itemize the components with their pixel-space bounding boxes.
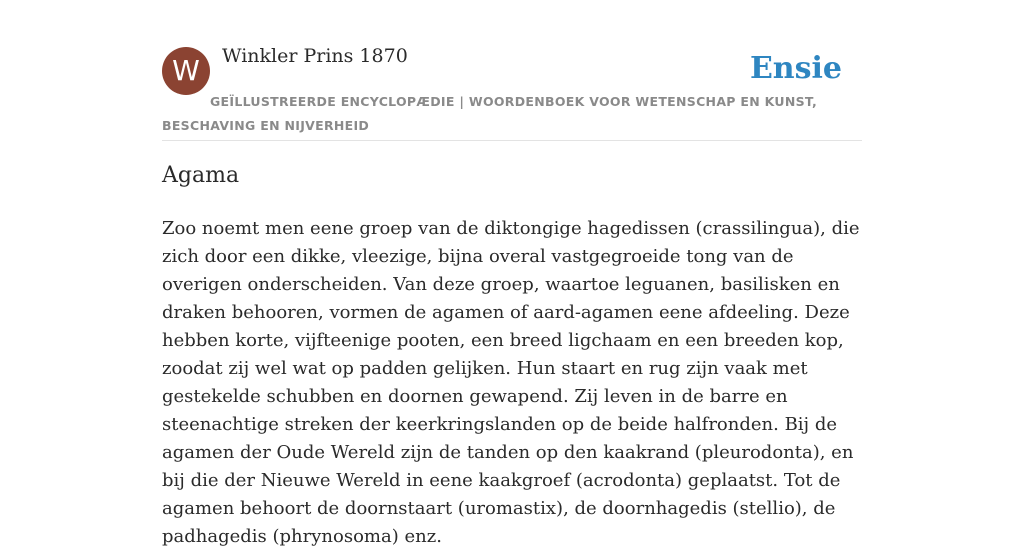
source-title[interactable]: Winkler Prins 1870 xyxy=(222,45,408,67)
brand-logo[interactable]: Ensie xyxy=(749,51,842,86)
article-title: Agama xyxy=(162,163,240,188)
article-body: Zoo noemt men eene groep van de diktongige hagedissen (crassilingua), die zich door een dikke, vleezige, bijna overal vastgegroeide tong van de overigen onderscheiden. Van deze groep, waartoe leguanen, basilisken en draken behooren, vormen de agamen of aard-agamen eene afdeeling. Deze hebben korte, vijfteenige pooten, een breed ligchaam en een breeden kop, zoodat zij wel wat op padden gelijken. Hun staart en rug zijn vaak met gestekelde schubben en doornen gewapend. Zij leven in de barre en steenachtige streken der keerkringslanden op de beide halfronden. Bij de agamen der Oude Wereld zijn de tanden op den kaakrand (pleurodonta), en bij die der Nieuwe Wereld in eene kaakgroef (acrodonta) geplaatst. Tot de agamen behoort de doornstaart (uromastix), de doornhagedis (stellio), de padhagedis (phrynosoma) enz. xyxy=(162,218,860,547)
site-header xyxy=(162,0,862,141)
avatar[interactable]: W xyxy=(162,47,210,95)
source-subtitle: GEÏLLUSTREERDE ENCYCLOPÆDIE | WOORDENBOEK VOOR WETENSCHAP EN KUNST, BESCHAVING EN NIJVERHEID xyxy=(162,94,818,133)
